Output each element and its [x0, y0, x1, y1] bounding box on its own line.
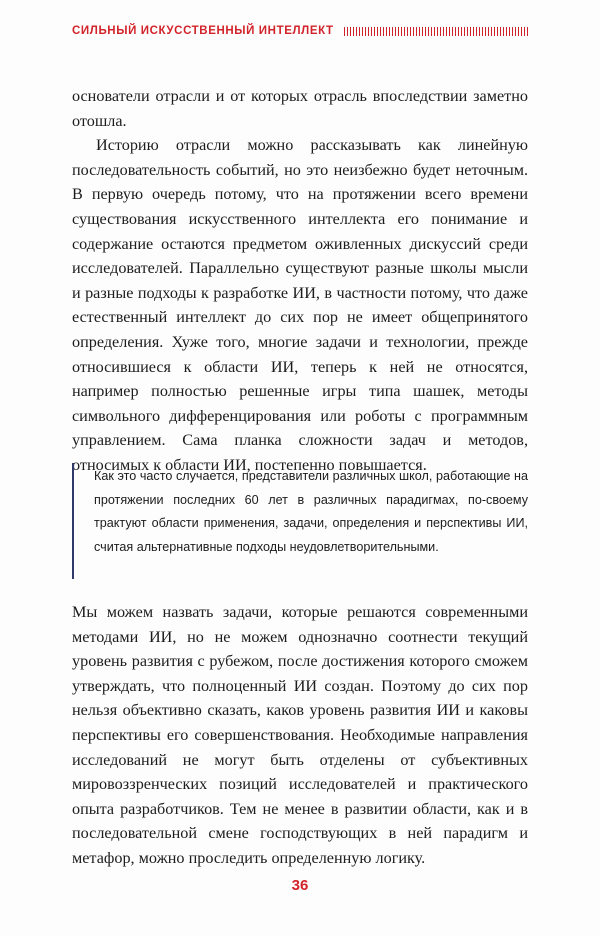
- page-number: 36: [291, 877, 309, 894]
- header-decorative-rule: [344, 27, 528, 36]
- pull-quote: [72, 463, 528, 579]
- paragraph-1: основатели отрасли и от которых отрасль впоследствии заметно отошла.: [72, 87, 528, 130]
- paragraph-3: Мы можем назвать задачи, которые решаются современными методами ИИ, но не можем однозначно соотнести текущий уровень развития с рубежом, после достижения которого сможем утверждать, что полноценный ИИ создан. Поэтому до сих пор нельзя объективно сказать, каков уровень развития ИИ и каковы перспективы его совершенствования. Необходимые направления исследований не могут быть отделены от субъективных мировоззренческих позиций исследователей и практического опыта разработчиков. Тем не менее в развитии области, как и в последовательной смене господствующих в ней парадигм и метафор, можно проследить определенную логику.: [72, 603, 528, 867]
- body-text-bottom: [72, 600, 528, 871]
- paragraph-2: Историю отрасли можно рассказывать как линейную последовательность событий, но это неизбежно будет неточным. В первую очередь потому, что на протяжении всего времени существования искусственного интеллекта его понимание и содержание остаются предметом оживленных дискуссий среди исследователей. Параллельно существуют разные школы мысли и разные подходы к разработке ИИ, в частности потому, что даже естественный интеллект до сих пор не имеет общепринятого определения. Хуже того, многие задачи и технологии, прежде относившиеся к области ИИ, теперь к ней не относятся, например полностью решенные игры типа шашек, методы символьного дифференцирования или роботы с программным управлением. Сама планка сложности задач и методов, относимых к области ИИ, постепенно повышается.: [72, 136, 528, 474]
- pull-quote-text: Как это часто случается, представители различных школ, работающие на протяжении последних 60 лет в различных парадигмах, по-своему трактуют области применения, задачи, определения и перспективы ИИ, считая альтернативные подходы неудовлетворительными.: [94, 469, 528, 554]
- body-text-top: [72, 84, 528, 478]
- running-header: [72, 20, 528, 42]
- book-title: СИЛЬНЫЙ ИСКУССТВЕННЫЙ ИНТЕЛЛЕКТ: [72, 25, 334, 37]
